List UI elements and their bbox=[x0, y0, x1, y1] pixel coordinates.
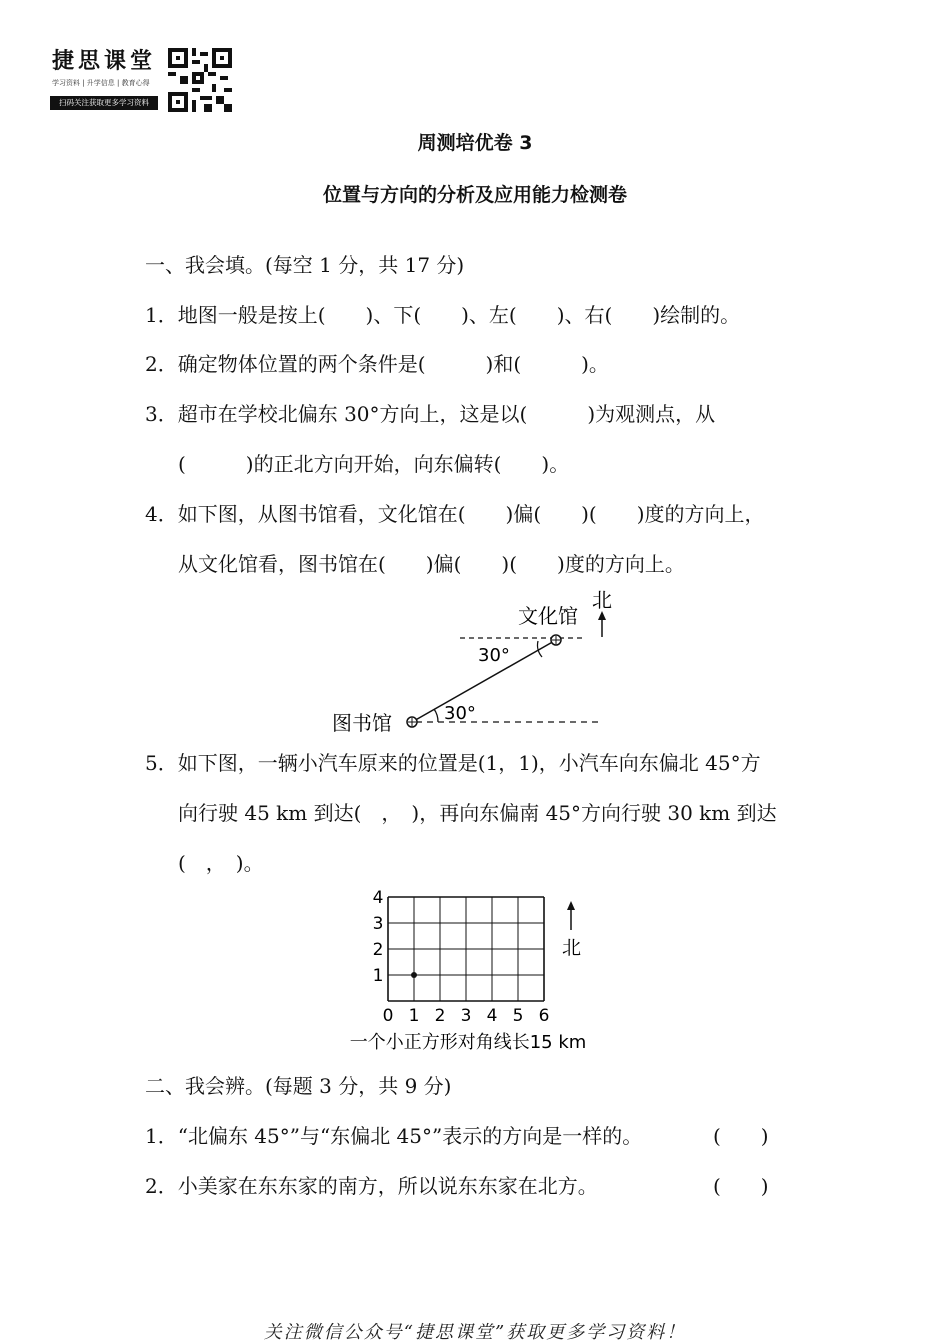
y-tick-label: 2 bbox=[372, 940, 384, 960]
angle-bottom-label: 30° bbox=[444, 703, 476, 724]
page-title: 周测培优卷 3 bbox=[417, 132, 533, 154]
logo-bar: 扫码关注获取更多学习资料 bbox=[50, 96, 158, 110]
logo-title: 捷思课堂 bbox=[52, 48, 157, 74]
question-2-1-text: 1．“北偏东 45°”与“东偏北 45°”表示的方向是一样的。 bbox=[145, 1124, 643, 1148]
x-tick-label: 1 bbox=[408, 1006, 420, 1026]
question-1-3b: ( )的正北方向开始，向东偏转( )。 bbox=[178, 452, 570, 476]
figure-grid bbox=[330, 885, 620, 1055]
car-start-point bbox=[411, 972, 417, 978]
answer-paren-2-2[interactable]: ( ) bbox=[713, 1174, 769, 1198]
library-label: 图书馆 bbox=[332, 711, 392, 735]
question-1-5b: 向行驶 45 km 到达( ， )，再向东偏南 45°方向行驶 30 km 到达 bbox=[178, 801, 777, 825]
grid-lines bbox=[388, 897, 544, 1001]
question-1-5a: 5．如下图，一辆小汽车原来的位置是(1，1)，小汽车向东偏北 45°方 bbox=[145, 751, 761, 775]
question-1-4b: 从文化馆看，图书馆在( )偏( )( )度的方向上。 bbox=[178, 552, 685, 576]
footer-note: 关注微信公众号“捷思课堂”获取更多学习资料！ bbox=[263, 1322, 687, 1343]
answer-paren-2-1[interactable]: ( ) bbox=[713, 1124, 769, 1148]
x-tick-label: 5 bbox=[512, 1006, 524, 1026]
question-2-2-text: 2．小美家在东东家的南方，所以说东东家在北方。 bbox=[145, 1174, 598, 1198]
grid-caption: 一个小正方形对角线长15 km bbox=[349, 1032, 587, 1053]
section2-heading: 二、我会辨。(每题 3 分，共 9 分) bbox=[145, 1074, 452, 1098]
x-tick-label: 2 bbox=[434, 1006, 446, 1026]
culture-hall-label: 文化馆 bbox=[518, 604, 578, 628]
x-tick-label: 4 bbox=[486, 1006, 498, 1026]
x-tick-label: 6 bbox=[538, 1006, 550, 1026]
question-1-2: 2．确定物体位置的两个条件是( )和( )。 bbox=[145, 352, 609, 376]
qr-code-icon bbox=[168, 48, 232, 112]
question-1-1: 1．地图一般是按上( )、下( )、左( )、右( )绘制的。 bbox=[145, 303, 741, 327]
question-1-5c: ( ， )。 bbox=[178, 851, 264, 875]
y-tick-label: 3 bbox=[372, 914, 384, 934]
logo-tags: 学习资料 | 升学信息 | 教育心得 bbox=[52, 79, 150, 87]
x-tick-label: 0 bbox=[382, 1006, 394, 1026]
angle-top-label: 30° bbox=[478, 645, 510, 666]
figure-direction-diagram bbox=[320, 585, 620, 740]
north-label: 北 bbox=[592, 588, 612, 612]
section1-heading: 一、我会填。(每空 1 分，共 17 分) bbox=[145, 253, 465, 277]
question-2-2 bbox=[145, 1172, 598, 1200]
x-tick-label: 3 bbox=[460, 1006, 472, 1026]
question-1-4a: 4．如下图，从图书馆看，文化馆在( )偏( )( )度的方向上， bbox=[145, 502, 765, 526]
grid-north-label: 北 bbox=[562, 937, 582, 959]
y-tick-label: 4 bbox=[372, 888, 384, 908]
question-1-3a: 3．超市在学校北偏东 30°方向上，这是以( )为观测点，从 bbox=[145, 402, 716, 426]
y-tick-label: 1 bbox=[372, 966, 384, 986]
angle-arc-bottom bbox=[434, 709, 438, 722]
page-subtitle: 位置与方向的分析及应用能力检测卷 bbox=[322, 184, 627, 206]
